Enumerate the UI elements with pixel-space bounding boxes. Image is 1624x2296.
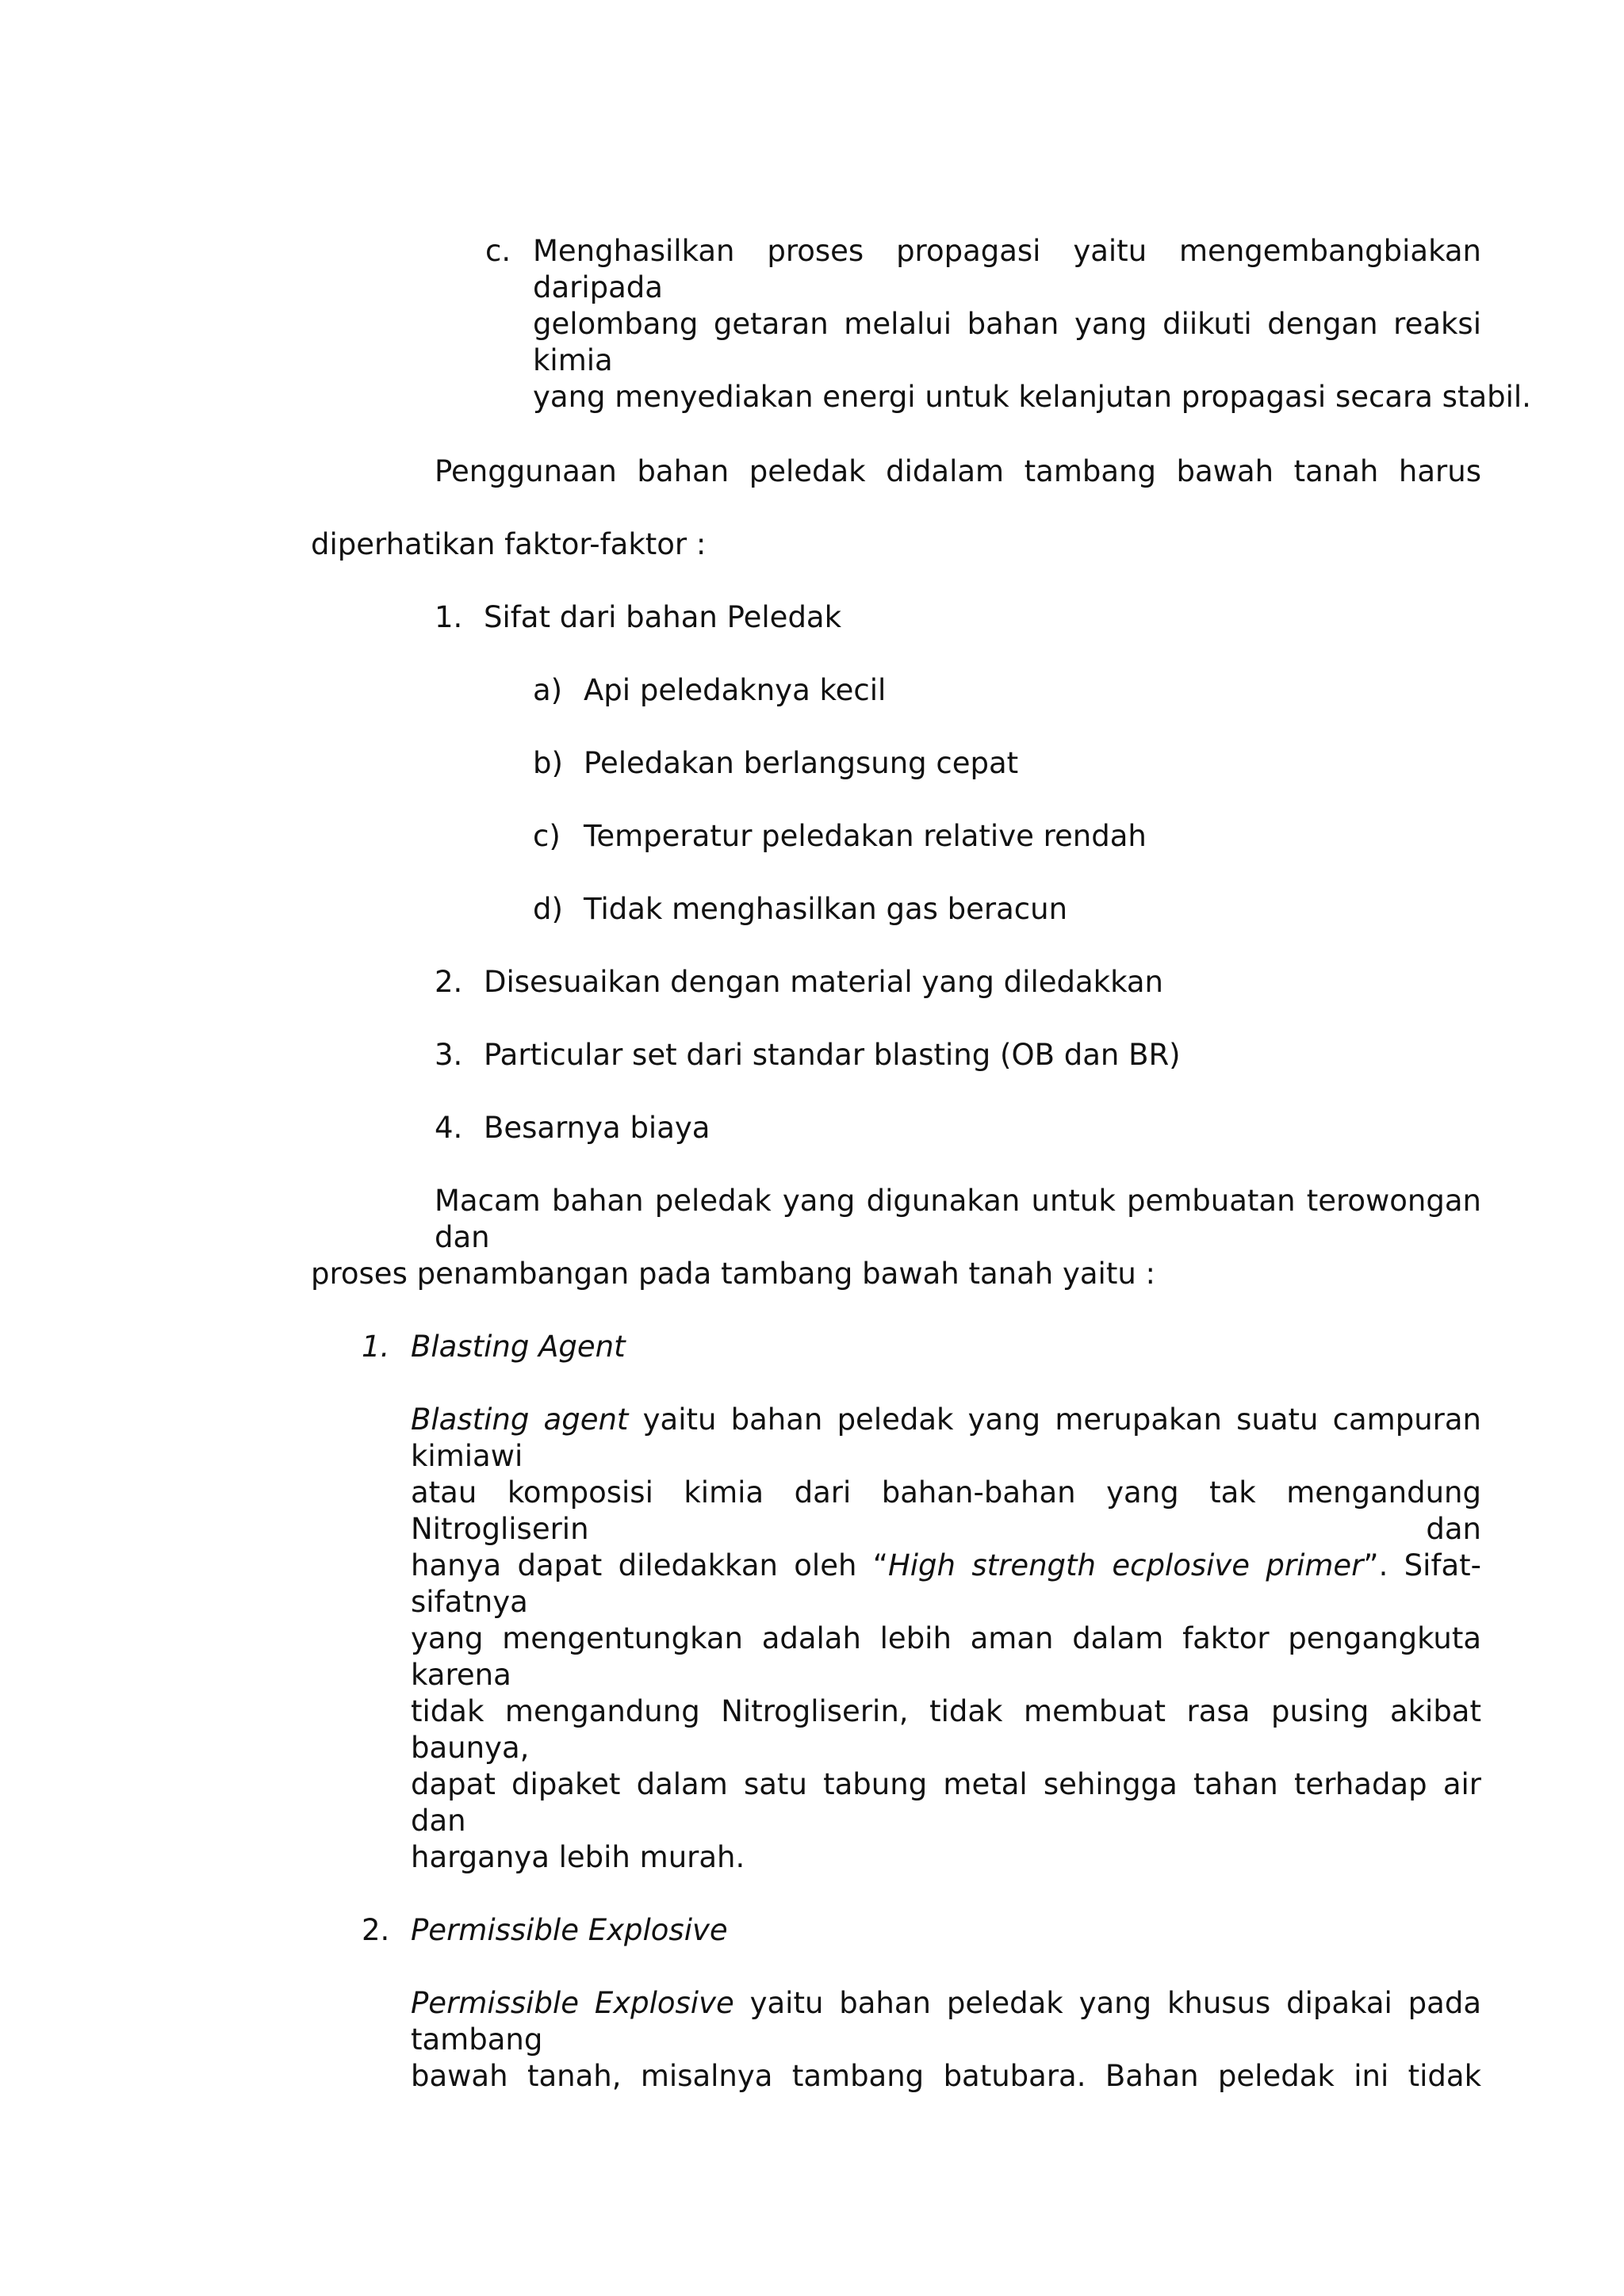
paragraph-1-line-1: Penggunaan bahan peledak didalam tambang bawah tanah harus bbox=[435, 454, 1481, 488]
section-1-marker: 1. bbox=[362, 1330, 390, 1364]
subfactor-b-text: Peledakan berlangsung cepat bbox=[584, 746, 1019, 780]
factor-3-text: Particular set dari standar blasting (OB dan BR) bbox=[484, 1038, 1181, 1072]
factor-2-text: Disesuaikan dengan material yang diledakkan bbox=[484, 965, 1163, 999]
subfactor-a-text: Api peledaknya kecil bbox=[584, 673, 887, 707]
permissible-line-2: bawah tanah, misalnya tambang batubara. Bahan peledak ini tidak bbox=[411, 2059, 1481, 2093]
list-c-line-3: yang menyediakan energi untuk kelanjutan propagasi secara stabil. bbox=[533, 380, 1531, 414]
factor-1-text: Sifat dari bahan Peledak bbox=[484, 600, 842, 634]
blasting-agent-line-1-rest: yaitu bahan peledak yang merupakan suatu campuran kimiawi bbox=[411, 1402, 1481, 1473]
factor-3-marker: 3. bbox=[435, 1038, 463, 1072]
subfactor-a-marker: a) bbox=[533, 673, 563, 707]
blasting-agent-line-1 bbox=[411, 1402, 1481, 1475]
list-c-line-2: gelombang getaran melalui bahan yang diikuti dengan reaksi kimia bbox=[533, 307, 1481, 377]
subfactor-d-marker: d) bbox=[533, 892, 563, 926]
paragraph-1-line-2: diperhatikan faktor-faktor : bbox=[311, 527, 707, 561]
factor-1-marker: 1. bbox=[435, 600, 463, 634]
paragraph-2-line-2: proses penambangan pada tambang bawah tanah yaitu : bbox=[311, 1257, 1156, 1291]
paragraph-2-line-1: Macam bahan peledak yang digunakan untuk pembuatan terowongan dan bbox=[435, 1184, 1481, 1254]
factor-4-text: Besarnya biaya bbox=[484, 1111, 710, 1145]
blasting-agent-line-3 bbox=[411, 1548, 1481, 1621]
subfactor-b-marker: b) bbox=[533, 746, 563, 780]
subfactor-c-marker: c) bbox=[533, 819, 561, 853]
permissible-line-1-rest: yaitu bahan peledak yang khusus dipakai pada tambang bbox=[411, 1986, 1481, 2057]
blasting-agent-term: Blasting agent bbox=[411, 1402, 629, 1437]
permissible-line-1 bbox=[411, 1985, 1481, 2058]
list-c-line-1: Menghasilkan proses propagasi yaitu mengembangbiakan daripada bbox=[533, 234, 1481, 304]
subfactor-c-text: Temperatur peledakan relative rendah bbox=[584, 819, 1147, 853]
blasting-agent-line-6: dapat dipaket dalam satu tabung metal sehingga tahan terhadap air dan bbox=[411, 1767, 1481, 1838]
blasting-agent-line-3-pre: hanya dapat diledakkan oleh “ bbox=[411, 1548, 888, 1582]
section-2-marker: 2. bbox=[362, 1913, 390, 1947]
permissible-term: Permissible Explosive bbox=[411, 1986, 734, 2020]
section-1-heading: Blasting Agent bbox=[411, 1330, 626, 1364]
blasting-agent-line-4: yang mengentungkan adalah lebih aman dalam faktor pengangkuta karena bbox=[411, 1621, 1481, 1692]
subfactor-d-text: Tidak menghasilkan gas beracun bbox=[584, 892, 1068, 926]
list-marker-c: c. bbox=[485, 234, 511, 268]
blasting-agent-primer-term: High strength ecplosive primer bbox=[887, 1548, 1364, 1582]
section-2-heading: Permissible Explosive bbox=[411, 1913, 728, 1947]
factor-4-marker: 4. bbox=[435, 1111, 463, 1145]
blasting-agent-line-3-post: ”. Sifat-sifatnya bbox=[411, 1548, 1482, 1619]
factor-2-marker: 2. bbox=[435, 965, 463, 999]
blasting-agent-line-5: tidak mengandung Nitrogliserin, tidak membuat rasa pusing akibat baunya, bbox=[411, 1694, 1481, 1765]
blasting-agent-line-7: harganya lebih murah. bbox=[411, 1840, 745, 1874]
blasting-agent-line-2: atau komposisi kimia dari bahan-bahan yang tak mengandung Nitrogliserin dan bbox=[411, 1475, 1481, 1546]
